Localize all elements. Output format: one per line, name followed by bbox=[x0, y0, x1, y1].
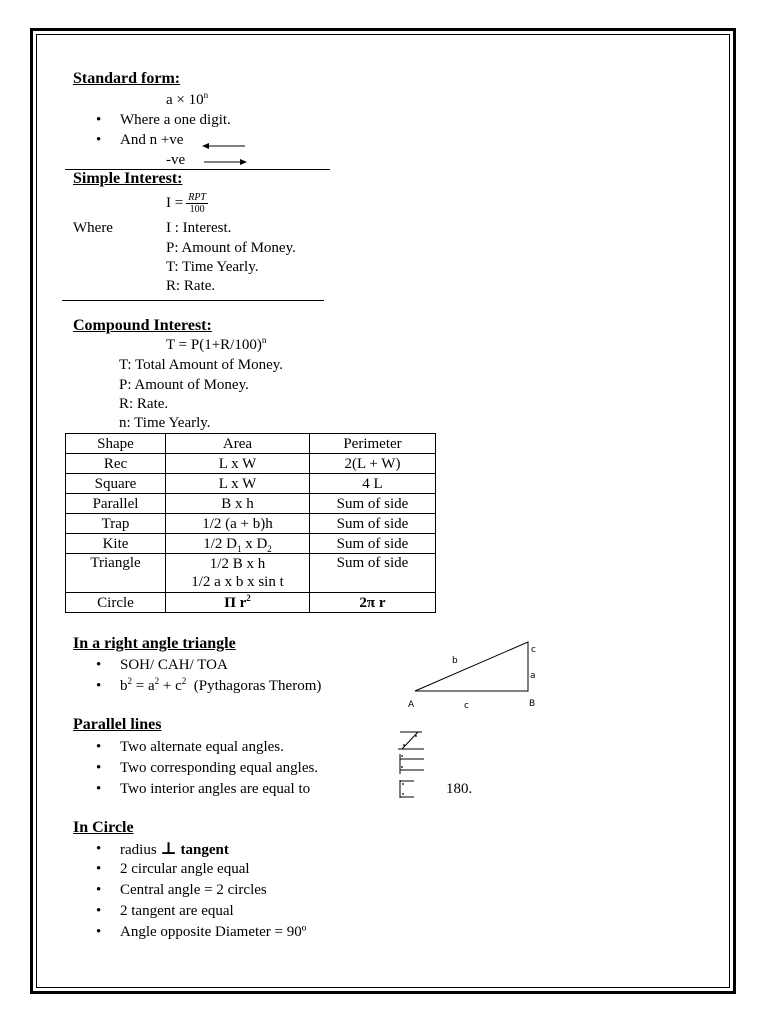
triangle-label-B: B bbox=[529, 699, 536, 709]
table-header: Area bbox=[166, 434, 310, 454]
table-row bbox=[66, 474, 436, 494]
compound-interest-heading: Compound Interest: bbox=[73, 317, 212, 334]
table-row bbox=[66, 454, 436, 474]
in-circle-bullet: • 2 tangent are equal bbox=[120, 902, 234, 920]
table-header: Perimeter bbox=[310, 434, 436, 454]
triangle-label-a: a bbox=[530, 671, 536, 681]
table-cell: Sum of side bbox=[310, 514, 436, 534]
table-row bbox=[66, 514, 436, 534]
triangle-label-c-top: c bbox=[531, 645, 536, 655]
parallel-lines-bullet: • Two interior angles are equal to bbox=[120, 780, 310, 798]
simple-interest-where: Where bbox=[73, 220, 113, 236]
right-triangle-bullet-1: • SOH/ CAH/ TOA bbox=[120, 656, 228, 674]
parallel-lines-bullet: • Two corresponding equal angles. bbox=[120, 759, 318, 777]
compound-interest-def: P: Amount of Money. bbox=[119, 377, 249, 393]
standard-form-heading: Standard form: bbox=[73, 70, 181, 87]
simple-interest-def: R: Rate. bbox=[166, 278, 216, 294]
compound-interest-def: T: Total Amount of Money. bbox=[119, 357, 284, 373]
simple-interest-heading: Simple Interest: bbox=[73, 170, 183, 187]
in-circle-bullet-radius: • radius ⊥ tangent bbox=[120, 840, 229, 859]
table-cell: Sum of side bbox=[310, 494, 436, 514]
table-cell: 4 L bbox=[310, 474, 436, 494]
right-triangle-heading: In a right angle triangle bbox=[73, 635, 236, 652]
table-cell: Triangle bbox=[66, 554, 166, 593]
simple-interest-def: P: Amount of Money. bbox=[166, 240, 296, 256]
table-header-row bbox=[66, 434, 436, 454]
table-cell: Sum of side bbox=[310, 554, 436, 593]
in-circle-bullet: • Central angle = 2 circles bbox=[120, 881, 267, 899]
table-cell: Circle bbox=[66, 593, 166, 613]
table-cell: B x h bbox=[166, 494, 310, 514]
in-circle-bullet: • 2 circular angle equal bbox=[120, 860, 250, 878]
table-cell: 1/2 (a + b)h bbox=[166, 514, 310, 534]
table-cell: Parallel bbox=[66, 494, 166, 514]
simple-interest-formula: I = $\frac{\text{RPT}}{100}$ bbox=[166, 192, 206, 216]
table-cell: Square bbox=[66, 474, 166, 494]
divider bbox=[62, 300, 324, 301]
triangle-label-c-side: c bbox=[464, 701, 469, 711]
in-circle-heading: In Circle bbox=[73, 819, 134, 836]
table-cell: Sum of side bbox=[310, 534, 436, 554]
direction-arrows bbox=[200, 139, 250, 169]
table-row bbox=[66, 593, 436, 613]
standard-form-formula: $a \times 10^n$ bbox=[166, 90, 209, 108]
table-cell: L x W bbox=[166, 454, 310, 474]
table-row bbox=[66, 534, 436, 554]
in-circle-bullet: • Angle opposite Diameter = 90º bbox=[120, 923, 306, 941]
table-cell: L x W bbox=[166, 474, 310, 494]
table-header: Shape bbox=[66, 434, 166, 454]
table-cell: Kite bbox=[66, 534, 166, 554]
parallel-lines-bullet: • Two alternate equal angles. bbox=[120, 738, 284, 756]
triangle-label-b: b bbox=[452, 656, 458, 666]
right-triangle-diagram bbox=[400, 636, 550, 711]
interior-angles-value: 180. bbox=[446, 781, 473, 797]
compound-interest-def: n: Time Yearly. bbox=[119, 415, 211, 431]
table-cell: 2(L + W) bbox=[310, 454, 436, 474]
standard-form-bullet-2: • And n +ve bbox=[120, 131, 183, 149]
compound-interest-def: R: Rate. bbox=[119, 396, 169, 412]
simple-interest-def: I : Interest. bbox=[166, 220, 232, 236]
simple-interest-def: T: Time Yearly. bbox=[166, 259, 259, 275]
right-triangle-bullet-2: • $b^2 = a^2 + c^2$ (Pythagoras Therom) bbox=[120, 677, 321, 695]
table-cell: 2π r bbox=[310, 593, 436, 613]
table-cell: 1/2 $D_1$ x $D_2$ bbox=[166, 534, 310, 554]
triangle-label-A: A bbox=[408, 700, 415, 710]
table-row bbox=[66, 554, 436, 593]
parallel-lines-heading: Parallel lines bbox=[73, 716, 162, 733]
table-cell: 1/2 B x h 1/2 a x b x sin t bbox=[166, 554, 310, 593]
table-cell: Rec bbox=[66, 454, 166, 474]
table-cell: Trap bbox=[66, 514, 166, 534]
standard-form-bullet-1: • Where a one digit. bbox=[120, 111, 231, 129]
parallel-lines-diagrams bbox=[394, 730, 430, 800]
table-cell: Π $r^2$ bbox=[166, 593, 310, 613]
standard-form-neg: -ve bbox=[166, 152, 186, 168]
shape-formula-table bbox=[65, 433, 436, 613]
compound-interest-formula: $T = P(1+R/100)^n$ bbox=[166, 335, 267, 353]
table-row bbox=[66, 494, 436, 514]
